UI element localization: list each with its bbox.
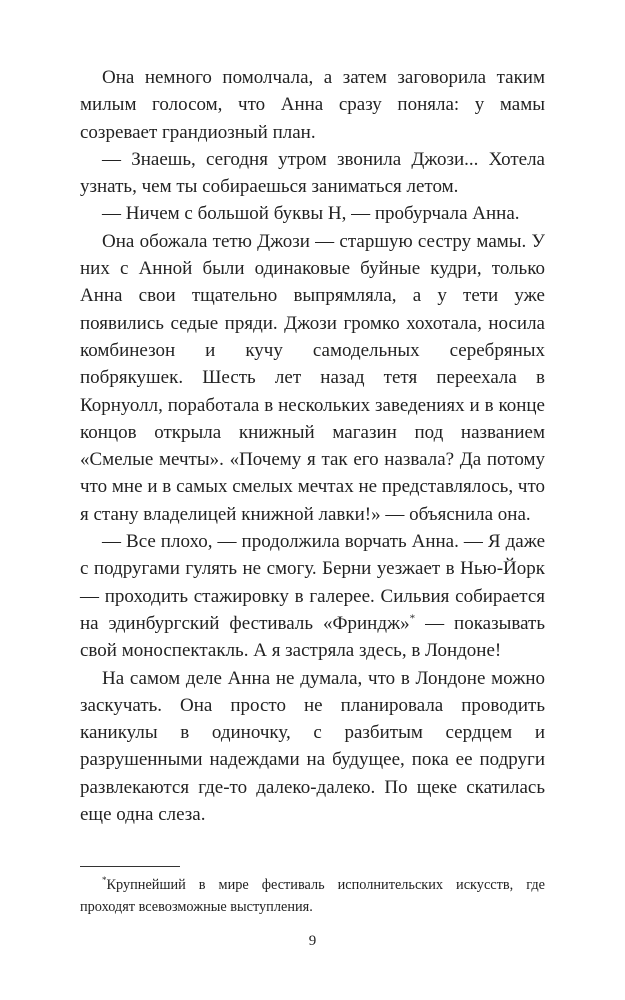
- paragraph: — Знаешь, сегодня утром звонила Джози... Хотела узнать, чем ты собираешься заниматься летом.: [80, 148, 545, 198]
- footnote-mark: *: [102, 875, 107, 886]
- footnote: [80, 874, 545, 918]
- paragraph: Она обожала тетю Джози — старшую сестру мамы. У них с Анной были одинаковые буйные кудри, только Анна свои тщательно выпрямляла, а у тети уже появились седые пряди. Джози громко хохотала, носила комбинезон и кучу самодельных серебряных побрякушек. Шесть лет назад тетя переехала в Корнуолл, поработала в нескольких заведениях и в конце концов открыла книжный магазин под названием «Смелые мечты». «Почему я так его назвала? Да потому что мне и в самых смелых мечтах не представлялось, что я стану владелицей книжной лавки!» — объяснила она.: [80, 230, 545, 525]
- footnote-separator: [80, 866, 180, 867]
- paragraph: — Ничем с большой буквы Н, — пробурчала Анна.: [102, 203, 520, 225]
- paragraph: Она немного помолчала, а затем заговорила таким милым голосом, что Анна сразу поняла: у мамы созревает грандиозный план.: [80, 67, 545, 143]
- paragraph-text: — Все плохо, — продолжила ворчать Анна. — Я даже с подругами гулять не смогу. Берни уезжает в Нью-Йорк — проходить стажировку в галерее. Сильвия собирается на эдинбургский фестиваль «Фриндж»: [80, 531, 545, 634]
- footnote-reference-mark: *: [409, 612, 416, 625]
- page-number: 9: [308, 933, 317, 949]
- paragraph: На самом деле Анна не думала, что в Лондоне можно заскучать. Она просто не планировала проводить каникулы в одиночку, с разбитым сердцем и разрушенными надеждами на будущее, пока ее подруги развлекаются где-то далеко-далеко. По щеке скатилась еще одна слеза.: [80, 667, 545, 826]
- body-text: [80, 64, 545, 828]
- paragraph-with-footnote-ref: [80, 528, 545, 664]
- footnote-text: Крупнейший в мире фестиваль исполнительских искусств, где проходят всевозможные выступления.: [80, 877, 545, 915]
- paragraph-text-continued: — показывать свой моноспектакль. А я застряла здесь, в Лондоне!: [80, 612, 545, 662]
